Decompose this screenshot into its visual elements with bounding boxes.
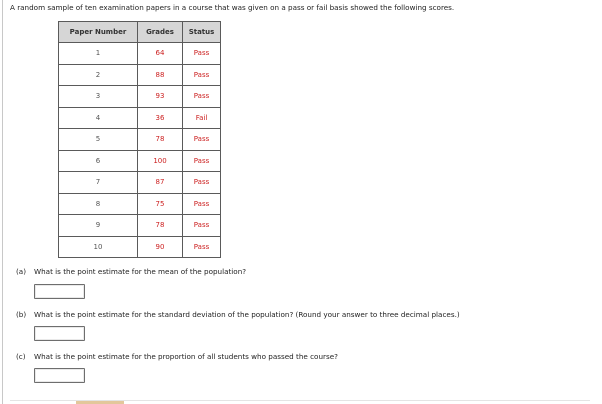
- question-b-text: What is the point estimate for the standard deviation of the population? (Round your answer to three decimal places.): [34, 310, 460, 319]
- paper-number-cell: 7: [59, 172, 138, 194]
- question-a-label: (a): [16, 267, 27, 276]
- question-b: [16, 310, 460, 319]
- question-c-text: What is the point estimate for the proportion of all students who passed the course?: [34, 352, 338, 361]
- status-cell: Pass: [183, 193, 221, 215]
- paper-number-cell: 6: [59, 150, 138, 172]
- question-b-label: (b): [16, 310, 27, 319]
- grade-cell: 75: [138, 193, 183, 215]
- status-cell: Pass: [183, 64, 221, 86]
- paper-number-cell: 10: [59, 236, 138, 258]
- status-cell: Pass: [183, 215, 221, 237]
- grade-cell: 87: [138, 172, 183, 194]
- question-c-label: (c): [16, 352, 26, 361]
- status-cell: Pass: [183, 236, 221, 258]
- status-cell: Pass: [183, 172, 221, 194]
- status-cell: Pass: [183, 129, 221, 151]
- paper-number-cell: 1: [59, 43, 138, 65]
- table-header-row: [59, 22, 221, 43]
- status-cell: Fail: [183, 107, 221, 129]
- grade-cell: 90: [138, 236, 183, 258]
- table-row: [59, 193, 221, 215]
- table-row: [59, 107, 221, 129]
- answer-a-input[interactable]: [34, 284, 85, 299]
- paper-number-cell: 2: [59, 64, 138, 86]
- grade-cell: 88: [138, 64, 183, 86]
- table-row: [59, 172, 221, 194]
- table-row: [59, 236, 221, 258]
- status-cell: Pass: [183, 150, 221, 172]
- grade-cell: 64: [138, 43, 183, 65]
- grade-cell: 36: [138, 107, 183, 129]
- table-row: [59, 150, 221, 172]
- header-grades: Grades: [138, 22, 183, 43]
- answer-b-input[interactable]: [34, 326, 85, 341]
- grade-cell: 93: [138, 86, 183, 108]
- question-c: [16, 352, 338, 361]
- table-row: [59, 86, 221, 108]
- grade-cell: 78: [138, 129, 183, 151]
- table-row: [59, 64, 221, 86]
- status-cell: Pass: [183, 43, 221, 65]
- table-row: [59, 129, 221, 151]
- header-status: Status: [183, 22, 221, 43]
- table-row: [59, 43, 221, 65]
- header-paper-number: Paper Number: [59, 22, 138, 43]
- grade-cell: 78: [138, 215, 183, 237]
- paper-number-cell: 4: [59, 107, 138, 129]
- paper-number-cell: 3: [59, 86, 138, 108]
- paper-number-cell: 5: [59, 129, 138, 151]
- left-border: [2, 0, 3, 404]
- grade-cell: 100: [138, 150, 183, 172]
- question-a: [16, 267, 246, 276]
- table-row: [59, 215, 221, 237]
- answer-c-input[interactable]: [34, 368, 85, 383]
- problem-intro: A random sample of ten examination papers in a course that was given on a pass or fail basis showed the following scores.: [10, 3, 455, 12]
- paper-number-cell: 8: [59, 193, 138, 215]
- status-cell: Pass: [183, 86, 221, 108]
- question-a-text: What is the point estimate for the mean of the population?: [34, 267, 247, 276]
- paper-number-cell: 9: [59, 215, 138, 237]
- scores-table: [58, 21, 221, 258]
